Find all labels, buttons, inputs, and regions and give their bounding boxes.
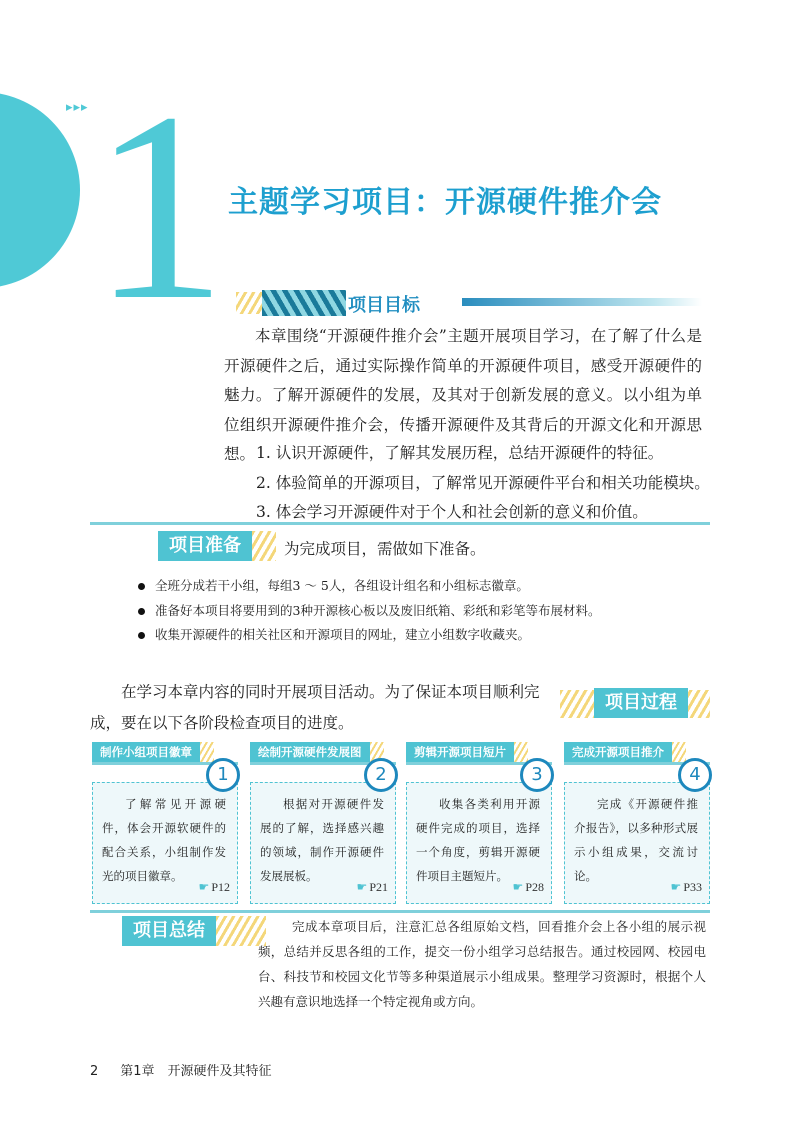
stage-card [406, 742, 552, 904]
stage-text: 根据对开源硬件发展的了解，选择感兴趣的领域，制作开源硬件发展展板。 [260, 797, 384, 883]
stage-card [564, 742, 710, 904]
prep-bullet: 全班分成若干小组，每组3 ～ 5人，各组设计组名和小组标志徽章。 [138, 576, 529, 594]
stage-card [250, 742, 396, 904]
page-number: 2 [90, 1064, 99, 1079]
pointing-hand-icon: ☛ [356, 880, 368, 894]
bullet-dot-icon [138, 583, 145, 590]
goal-item: 3. 体会学习开源硬件对于个人和社会创新的意义和价值。 [256, 503, 648, 521]
summary-heading: 项目总结 [122, 916, 216, 946]
stage-title: 制作小组项目徽章 [92, 742, 200, 762]
stage-number-badge: 2 [364, 758, 398, 792]
prep-bullet: 收集开源硬件的相关社区和开源项目的网址，建立小组数字收藏夹。 [138, 625, 530, 643]
bullet-dot-icon [138, 632, 145, 639]
stage-number-badge: 4 [678, 758, 712, 792]
process-heading: 项目过程 [594, 688, 688, 718]
summary-text: 完成本章项目后，注意汇总各组原始文档，回看推介会上各小组的展示视频，总结并反思各组的工作，提交一份小组学习总结报告。通过校园网、校园电台、科技节和校园文化节等多种渠道展示小组成果。整理学习资源时，根据个人兴趣有意识地选择一个特定视角或方向。 [258, 919, 706, 1009]
process-intro: 在学习本章内容的同时开展项目活动。为了保证本项目顺利完成，要在以下各阶段检查项目的进度。 [90, 683, 540, 732]
stage-text: 完成《开源硬件推介报告》，以多种形式展示小组成果，交流讨论。 [574, 797, 698, 883]
prep-bullet: 准备好本项目将要用到的3种开源核心板以及废旧纸箱、彩纸和彩笔等布展材料。 [138, 601, 600, 619]
prep-heading: 项目准备 [158, 531, 252, 561]
stage-page-ref: ☛ P33 [670, 880, 702, 894]
prep-lead: 为完成项目，需做如下准备。 [284, 540, 486, 558]
section-divider [90, 910, 710, 913]
stage-text: 了解常见开源硬件，体会开源软硬件的配合关系，小组制作发光的项目徽章。 [102, 797, 226, 883]
stage-page-ref: ☛ P28 [512, 880, 544, 894]
footer-chapter: 第1章 开源硬件及其特征 [120, 1064, 272, 1079]
stage-number-badge: 3 [520, 758, 554, 792]
pointing-hand-icon: ☛ [198, 880, 210, 894]
stage-card [92, 742, 238, 904]
pointing-hand-icon: ☛ [670, 880, 682, 894]
chapter-title: 主题学习项目：开源硬件推介会 [228, 185, 662, 220]
stage-page-ref: ☛ P12 [198, 880, 230, 894]
goal-heading: 项目目标 [348, 295, 420, 316]
goal-intro: 本章围绕“开源硬件推介会”主题开展项目学习，在了解了什么是开源硬件之后，通过实际操作简单的开源硬件项目，感受开源硬件的魅力。了解开源硬件的发展，及其对于创新发展的意义。以小组为单位组织开源硬件推介会，传播开源硬件及其背后的开源文化和开源思想。 [224, 327, 702, 463]
decorative-half-circle [0, 92, 80, 288]
stage-title: 剪辑开源项目短片 [406, 742, 514, 762]
decorative-gradient-bar [462, 298, 702, 306]
goal-item: 2. 体验简单的开源项目，了解常见开源硬件平台和相关功能模块。 [256, 474, 710, 492]
stage-number-badge: 1 [206, 758, 240, 792]
page-footer [90, 1060, 272, 1079]
decorative-stripe [252, 531, 276, 561]
pointing-hand-icon: ☛ [512, 880, 524, 894]
section-divider [90, 522, 710, 525]
arrow-marks-icon: ▸▸▸ [66, 100, 89, 115]
stage-text: 收集各类利用开源硬件完成的项目，选择一个角度，剪辑开源硬件项目主题短片。 [416, 797, 540, 883]
stage-title: 绘制开源硬件发展图 [250, 742, 370, 762]
stage-page-ref: ☛ P21 [356, 880, 388, 894]
stage-title: 完成开源项目推介 [564, 742, 672, 762]
decorative-chevrons [262, 290, 346, 316]
bullet-dot-icon [138, 608, 145, 615]
chapter-number: 1 [92, 57, 227, 356]
goal-item: 1. 认识开源硬件，了解其发展历程，总结开源硬件的特征。 [256, 444, 664, 462]
